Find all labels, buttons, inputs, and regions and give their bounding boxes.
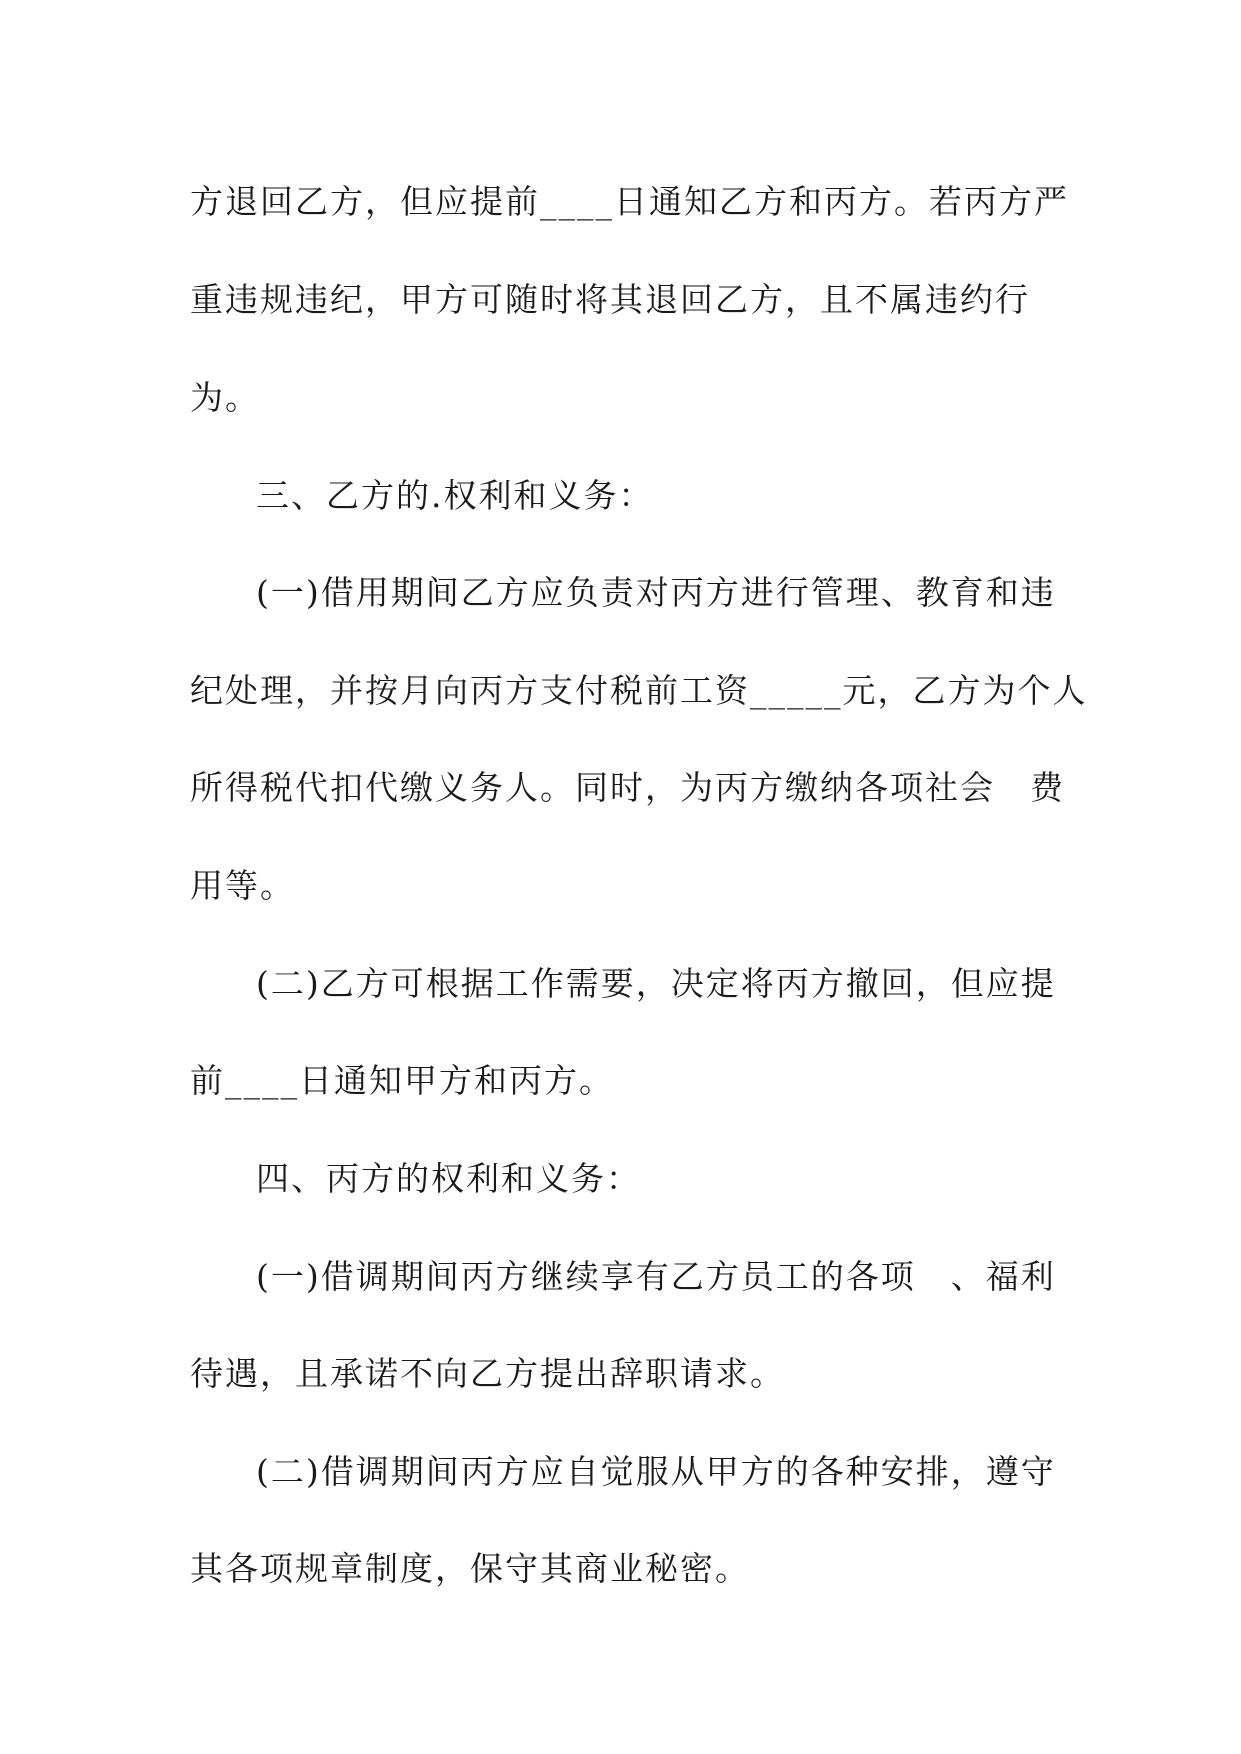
paragraph-line: (二)乙方可根据工作需要，决定将丙方撤回，但应提 (256, 964, 1056, 1003)
paragraph-line: 待遇，且承诺不向乙方提出辞职请求。 (190, 1354, 785, 1393)
paragraph-line: 为。 (190, 378, 260, 417)
paragraph-line: (二)借调期间丙方应自觉服从甲方的各种安排，遵守 (256, 1452, 1056, 1491)
paragraph-line: 所得税代扣代缴义务人。同时，为丙方缴纳各项社会 费 (190, 768, 1065, 807)
paragraph-line: 重违规违纪，甲方可随时将其退回乙方，且不属违约行 (190, 280, 1030, 319)
paragraph-line: 方退回乙方，但应提前____日通知乙方和丙方。若丙方严 (190, 182, 1069, 221)
paragraph-line: (一)借用期间乙方应负责对丙方进行管理、教育和违 (256, 573, 1056, 612)
paragraph-line: 纪处理，并按月向丙方支付税前工资_____元，乙方为个人 (190, 671, 1088, 710)
paragraph-line: 前____日通知甲方和丙方。 (190, 1061, 614, 1100)
paragraph-line: 其各项规章制度，保守其商业秘密。 (190, 1549, 750, 1588)
section-heading: 四、丙方的权利和义务： (256, 1159, 641, 1198)
paragraph-line: 用等。 (190, 866, 295, 905)
section-heading: 三、乙方的.权利和义务： (256, 476, 654, 515)
paragraph-line: (一)借调期间丙方继续享有乙方员工的各项 、福利 (256, 1257, 1056, 1296)
